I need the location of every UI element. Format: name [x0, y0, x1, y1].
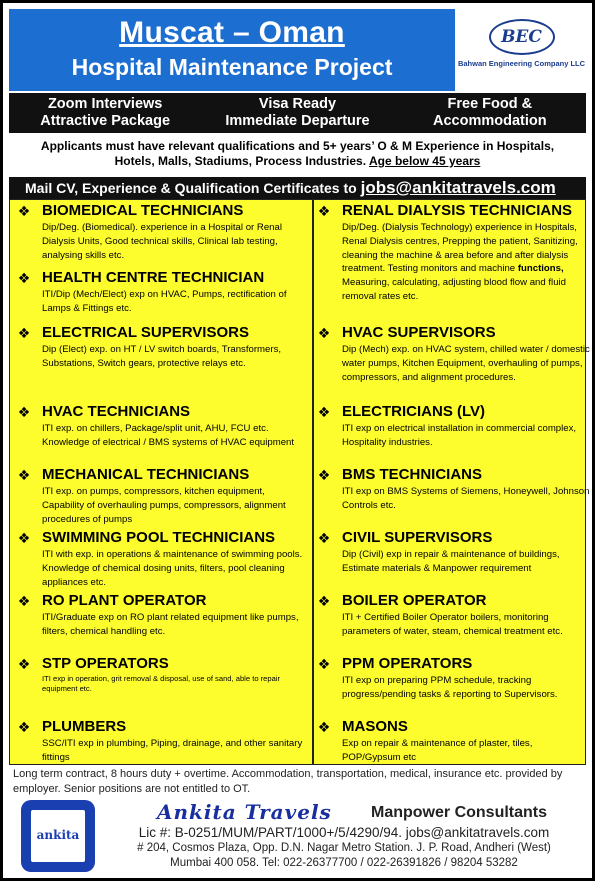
diamond-bullet-icon: ❖ — [17, 719, 31, 735]
diamond-bullet-icon: ❖ — [17, 203, 31, 219]
ankita-logo-text: ankita — [36, 828, 80, 842]
job-title: HVAC TECHNICIANS — [42, 403, 191, 420]
mail-label: Mail CV, Experience & Qualification Certificates to — [25, 180, 357, 196]
highlight-line: Free Food & — [447, 96, 533, 112]
diamond-bullet-icon: ❖ — [317, 325, 331, 341]
agency-brand: Ankita Travels — [157, 800, 332, 824]
applicant-requirements — [9, 135, 586, 175]
requirements-line — [9, 154, 586, 169]
job-title: RENAL DIALYSIS TECHNICIANS — [342, 202, 573, 219]
diamond-bullet-icon: ❖ — [17, 656, 31, 672]
diamond-bullet-icon: ❖ — [17, 593, 31, 609]
age-limit: Age below 45 years — [368, 154, 481, 168]
desc-part: Dip/Deg. (Dialysis Technology) experience in Hospitals, Renal Dialysis centres, Prepping the patient, Sanitizing, cleaning the machine & area before and after dialysis treatment. Testing monitors and machine — [342, 222, 578, 275]
diamond-bullet-icon: ❖ — [17, 325, 31, 341]
highlight-line: Immediate Departure — [225, 113, 370, 129]
highlight-visa — [201, 93, 393, 133]
job-description: ITI exp on electrical installation in commercial complex, Hospitality industries. — [342, 423, 577, 448]
job-title: ELECTRICAL SUPERVISORS — [42, 324, 249, 341]
agency-license: Lic #: B-0251/MUM/PART/1000+/5/4290/94. jobs@ankitatravels.com — [138, 825, 550, 840]
job-description: ITI exp. on pumps, compressors, kitchen equipment, Capability of overhauling pumps, compressors, alignment procedures of pumps — [42, 486, 286, 525]
diamond-bullet-icon: ❖ — [317, 656, 331, 672]
diamond-bullet-icon: ❖ — [17, 530, 31, 546]
job-title: BOILER OPERATOR — [342, 592, 487, 609]
agency-phone: Mumbai 400 058. Tel: 022-26377700 / 022-26391826 / 98204 53282 — [170, 857, 518, 869]
highlights-bar — [9, 93, 586, 133]
job-description: SSC/ITI exp in plumbing, Piping, drainage, and other sanitary fittings — [42, 738, 303, 763]
diamond-bullet-icon: ❖ — [317, 404, 331, 420]
job-title: SWIMMING POOL TECHNICIANS — [42, 529, 276, 546]
requirements-line: Applicants must have relevant qualifications and 5+ years’ O & M Experience in Hospitals, — [40, 139, 555, 153]
job-title: PPM OPERATORS — [342, 655, 473, 672]
job-description — [342, 221, 590, 304]
email-link[interactable]: jobs@ankitatravels.com — [360, 178, 556, 197]
diamond-bullet-icon: ❖ — [317, 467, 331, 483]
diamond-bullet-icon: ❖ — [17, 404, 31, 420]
job-description: Dip (Civil) exp in repair & maintenance of buildings, Estimate materials & Manpower requirement — [342, 549, 560, 574]
job-title: STP OPERATORS — [42, 655, 169, 672]
job-description: ITI/Graduate exp on RO plant related equipment like pumps, filters, chemical handling etc. — [42, 612, 299, 637]
requirements-industries: Hotels, Malls, Stadiums, Process Industries. — [114, 154, 367, 168]
diamond-bullet-icon: ❖ — [317, 593, 331, 609]
contract-terms: Long term contract, 8 hours duty + overtime. Accommodation, transportation, medical, insurance etc. provided by employer. Senior positions are not entitled to OT. — [13, 768, 563, 795]
job-description: ITI/Dip (Mech/Elect) exp on HVAC, Pumps, rectification of Lamps & Fittings etc. — [42, 289, 287, 314]
diamond-bullet-icon: ❖ — [317, 719, 331, 735]
highlight-line: Attractive Package — [40, 113, 171, 129]
job-description: ITI with exp. in operations & maintenance of swimming pools. Knowledge of chemical dosing units, filters, pool cleaning appliances etc. — [42, 549, 303, 588]
highlight-food — [394, 93, 586, 133]
highlight-line: Accommodation — [433, 113, 547, 129]
job-title: PLUMBERS — [42, 718, 127, 735]
job-description: Dip (Mech) exp. on HVAC system, chilled water / domestic water pumps, Kitchen Equipment, overhauling of pumps, compressors, and alignment procedures. — [342, 344, 590, 383]
job-title: CIVIL SUPERVISORS — [342, 529, 493, 546]
location-title: Muscat – Oman — [119, 16, 345, 49]
project-title: Hospital Maintenance Project — [71, 54, 393, 80]
mail-instruction-bar — [9, 177, 586, 199]
desc-bold: functions, — [517, 263, 564, 275]
job-description: ITI exp on preparing PPM schedule, tracking progress/pending tasks & reporting to Supervisors. — [342, 675, 558, 700]
header — [9, 9, 586, 91]
header-banner — [9, 9, 455, 91]
job-title: HEALTH CENTRE TECHNICIAN — [42, 269, 265, 286]
job-title: HVAC SUPERVISORS — [342, 324, 496, 341]
ankita-logo — [21, 800, 95, 872]
highlight-interviews — [9, 93, 201, 133]
diamond-bullet-icon: ❖ — [17, 467, 31, 483]
job-description: ITI exp. on chillers, Package/split unit, AHU, FCU etc. Knowledge of electrical / BMS systems of HVAC equipment — [42, 423, 295, 448]
agency-address: # 204, Cosmos Plaza, Opp. D.N. Nagar Metro Station. J. P. Road, Andheri (West) — [137, 842, 551, 854]
job-listings-grid — [9, 199, 590, 765]
job-title: ELECTRICIANS (LV) — [342, 403, 486, 420]
job-title: MASONS — [342, 718, 408, 735]
agency-tagline: Manpower Consultants — [371, 804, 548, 821]
desc-part: Measuring, calculating, adjusting blood flow and fluid removal rates etc. — [342, 277, 566, 302]
job-title: BMS TECHNICIANS — [342, 466, 483, 483]
agency-footer — [9, 798, 586, 878]
diamond-bullet-icon: ❖ — [317, 203, 331, 219]
job-description: Dip/Deg. (Biomedical). experience in a Hospital or Renal Dialysis Units, Good technical skills, Clinical lab testing, analysing skills etc. — [42, 222, 282, 261]
job-title: RO PLANT OPERATOR — [42, 592, 207, 609]
bec-logo-mark: BEC — [489, 19, 555, 55]
job-title: MECHANICAL TECHNICIANS — [42, 466, 250, 483]
bec-logo — [457, 9, 586, 91]
highlight-line: Visa Ready — [258, 96, 337, 112]
job-description: Dip (Elect) exp. on HT / LV switch boards, Transformers, Substations, Switch gears, protective relays etc. — [42, 344, 282, 369]
bec-company-name: Bahwan Engineering Company LLC — [457, 59, 586, 68]
job-description: ITI + Certified Boiler Operator boilers, monitoring parameters of water, steam, chemical treatment etc. — [342, 612, 563, 637]
diamond-bullet-icon: ❖ — [317, 530, 331, 546]
diamond-bullet-icon: ❖ — [17, 270, 31, 286]
job-description: Exp on repair & maintenance of plaster, tiles, POP/Gypsum etc — [342, 738, 533, 763]
agency-contact-block — [109, 824, 579, 871]
ankita-logo-inner — [31, 810, 85, 862]
job-title: BIOMEDICAL TECHNICIANS — [42, 202, 244, 219]
highlight-line: Zoom Interviews — [47, 96, 163, 112]
job-description: ITI exp on BMS Systems of Siemens, Honeywell, Johnson Controls etc. — [342, 486, 590, 511]
job-description: ITI exp in operation, grit removal & disposal, use of sand, able to repair equipment etc. — [42, 674, 281, 693]
